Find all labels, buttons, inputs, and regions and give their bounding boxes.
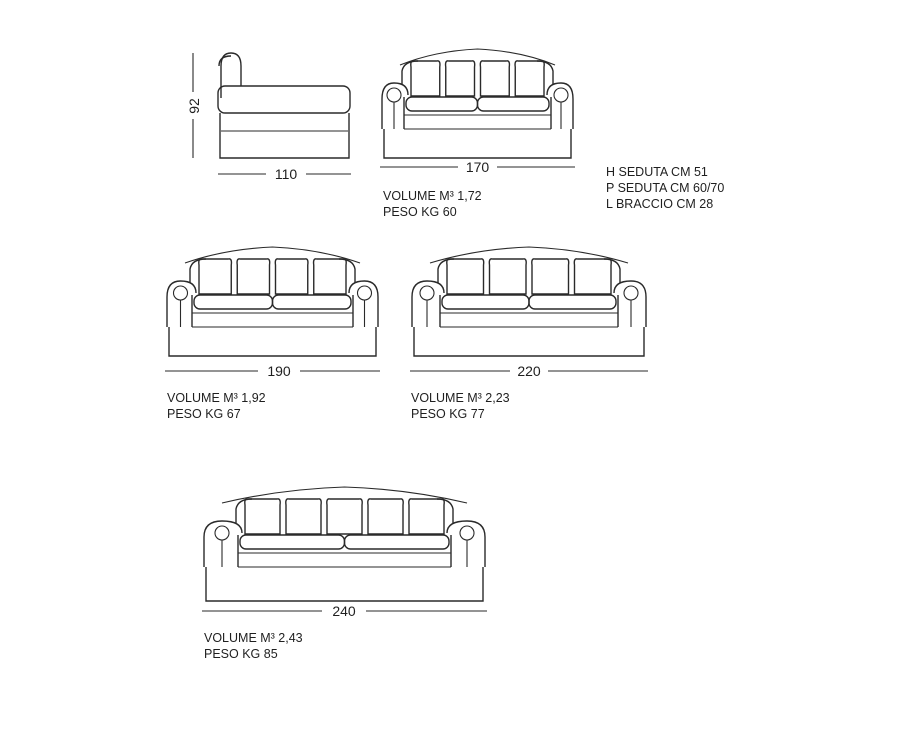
sofa-arm-right xyxy=(447,521,485,567)
sofa-back-cushion xyxy=(275,259,308,294)
sofa-back-left xyxy=(438,259,454,283)
sofa-skirt xyxy=(206,567,483,601)
sofa-arm-right xyxy=(349,281,378,327)
sofa-seat-cushion xyxy=(478,97,550,111)
sofa-back-cushion xyxy=(368,499,403,534)
sofa-arm-right xyxy=(547,83,573,129)
sofa-seat-cushion xyxy=(442,295,529,309)
sofa-back-left xyxy=(236,499,252,523)
sofa-back-cushion xyxy=(409,499,444,534)
sofa-arm-scroll-right xyxy=(624,286,638,300)
sofa-220-width-label: 220 xyxy=(517,363,541,379)
sofa-back-cushion xyxy=(515,61,544,96)
side-width-label: 110 xyxy=(274,166,298,182)
sofa-arm-scroll-left xyxy=(174,286,188,300)
sofa-back-right xyxy=(437,499,453,523)
side-height-label: 92 xyxy=(186,98,202,114)
weight-220: PESO KG 77 xyxy=(411,407,485,421)
sofa-back-cushion xyxy=(199,259,232,294)
sofa-back-curve xyxy=(400,49,555,65)
general-specs xyxy=(606,164,724,212)
sofa-back-curve xyxy=(222,487,467,503)
sofa-back-right xyxy=(537,61,553,85)
sofa-arm-scroll-left xyxy=(215,526,229,540)
side-height-dimension xyxy=(186,53,202,158)
sofa-arm-left xyxy=(412,281,444,327)
specs-sofa-220 xyxy=(411,390,510,422)
volume-220: VOLUME M³ 2,23 xyxy=(411,391,510,405)
side-width-dimension xyxy=(218,166,351,182)
sofa-240-width-label: 240 xyxy=(332,603,356,619)
sofa-skirt xyxy=(414,327,644,356)
seat-height-spec: H SEDUTA CM 51 xyxy=(606,165,708,179)
weight-190: PESO KG 67 xyxy=(167,407,241,421)
sofa-back-right xyxy=(604,259,620,283)
sofa-220 xyxy=(412,247,646,356)
sofa-back-cushion xyxy=(447,259,484,294)
sofa-back-curve xyxy=(430,247,628,263)
sofa-back-cushion xyxy=(411,61,440,96)
sofa-arm-scroll-left xyxy=(420,286,434,300)
sofa-arm-left xyxy=(167,281,196,327)
volume-170: VOLUME M³ 1,72 xyxy=(383,189,482,203)
sofa-back-cushion xyxy=(327,499,362,534)
sofa-back-cushion xyxy=(532,259,569,294)
sofa-arm-left xyxy=(382,83,408,129)
side-view-sofa xyxy=(218,53,350,158)
sofa-190-width-label: 190 xyxy=(267,363,291,379)
sofa-back-left xyxy=(190,259,206,283)
volume-190: VOLUME M³ 1,92 xyxy=(167,391,266,405)
sofa-seat-cushion xyxy=(194,295,273,309)
specs-sofa-190 xyxy=(167,390,266,422)
sofa-back-cushion xyxy=(237,259,270,294)
weight-240: PESO KG 85 xyxy=(204,647,278,661)
sofa-back-cushion xyxy=(480,61,509,96)
sofa-back-left xyxy=(402,61,418,85)
sofa-seat-cushion xyxy=(273,295,352,309)
sofa-190-width-dimension xyxy=(165,363,380,379)
front-view-sofas xyxy=(165,49,648,619)
seat-depth-spec: P SEDUTA CM 60/70 xyxy=(606,181,725,195)
sofa-240 xyxy=(204,487,485,601)
sofa-arm-left xyxy=(204,521,242,567)
sofa-back-cushion xyxy=(489,259,526,294)
sofa-170 xyxy=(382,49,573,158)
sofa-seat-cushion xyxy=(345,535,450,549)
sofa-back-cushion xyxy=(446,61,475,96)
sofa-170-width-dimension xyxy=(380,159,575,175)
sofa-back-cushion xyxy=(245,499,280,534)
sofa-back-cushion xyxy=(574,259,611,294)
sofa-arm-scroll-left xyxy=(387,88,401,102)
sofa-240-width-dimension xyxy=(202,603,487,619)
sofa-seat-cushion xyxy=(240,535,345,549)
sofa-arm-right xyxy=(614,281,646,327)
sofa-back-cushion xyxy=(286,499,321,534)
arm-width-spec: L BRACCIO CM 28 xyxy=(606,197,714,211)
sofa-back-curve xyxy=(185,247,360,263)
weight-170: PESO KG 60 xyxy=(383,205,457,219)
sofa-170-width-label: 170 xyxy=(465,159,490,175)
volume-240: VOLUME M³ 2,43 xyxy=(204,631,303,645)
sofa-220-width-dimension xyxy=(410,363,648,379)
sofa-arm-scroll-right xyxy=(358,286,372,300)
specs-sofa-170 xyxy=(383,188,482,220)
sofa-190 xyxy=(167,247,378,356)
specs-sofa-240 xyxy=(204,630,303,662)
sofa-seat-cushion xyxy=(406,97,478,111)
sofa-arm-scroll-right xyxy=(554,88,568,102)
sofa-skirt xyxy=(384,129,571,158)
sofa-skirt xyxy=(169,327,376,356)
sofa-back-cushion xyxy=(314,259,347,294)
sofa-arm-scroll-right xyxy=(460,526,474,540)
sofa-seat-cushion xyxy=(529,295,616,309)
sofa-back-right xyxy=(339,259,355,283)
